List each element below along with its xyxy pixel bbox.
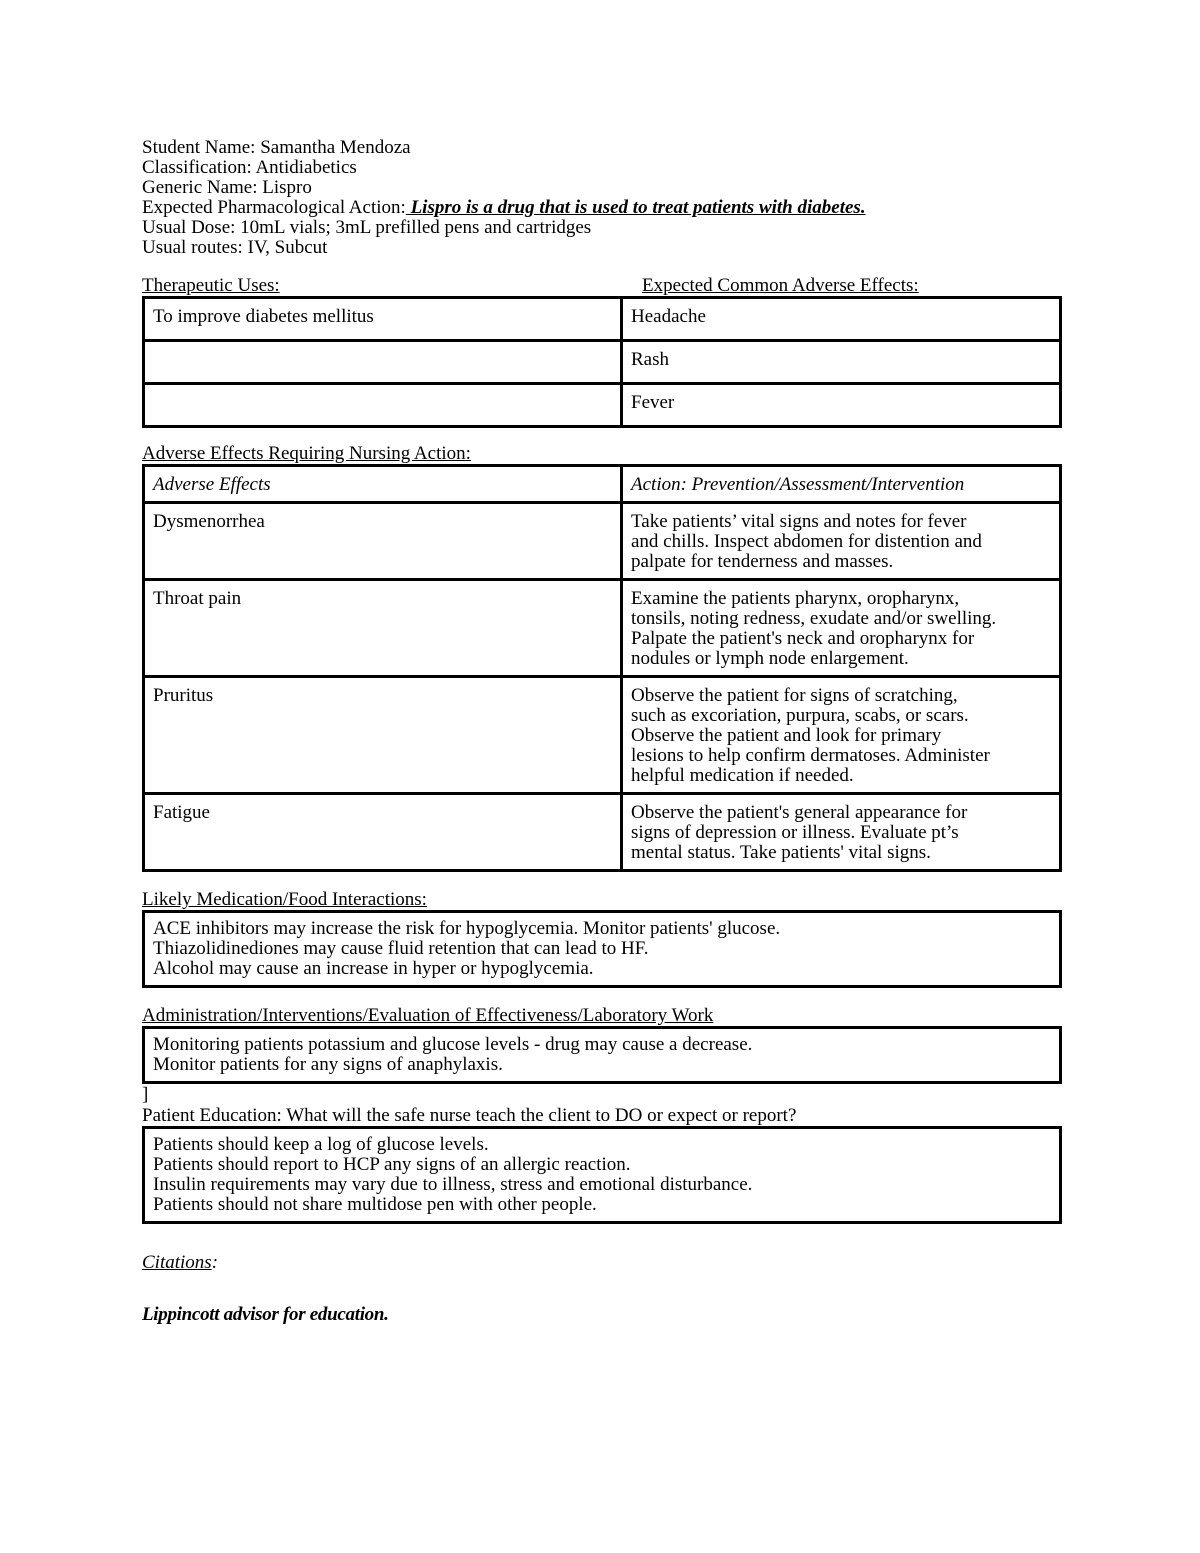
adverse-effect-cell: Fever <box>622 384 1061 427</box>
nursing-action-heading: Adverse Effects Requiring Nursing Action: <box>142 443 471 464</box>
administration-box <box>142 1026 1062 1084</box>
nursing-action-text <box>622 677 1061 794</box>
interactions-heading: Likely Medication/Food Interactions: <box>142 889 427 910</box>
citations-colon: : <box>211 1252 219 1273</box>
education-heading: Patient Education: What will the safe nurse teach the client to DO or expect or report? <box>142 1105 797 1126</box>
therapeutic-uses-heading: Therapeutic Uses: <box>142 275 280 296</box>
common-adverse-effects-heading: Expected Common Adverse Effects: <box>642 275 919 296</box>
table-row <box>144 341 1061 384</box>
therapeutic-use-cell: To improve diabetes mellitus <box>144 298 622 341</box>
action-line: Observe the patient and look for primary <box>631 725 942 746</box>
action-line: tonsils, noting redness, exudate and/or swelling. <box>631 608 997 629</box>
citations-label <box>142 1252 1062 1274</box>
education-line: Insulin requirements may vary due to illness, stress and emotional disturbance. <box>153 1174 753 1195</box>
table-row <box>144 580 1061 677</box>
citation-entry: Lippincott advisor for education. <box>142 1304 389 1325</box>
column-header-adverse-effects: Adverse Effects <box>144 466 622 503</box>
action-line: nodules or lymph node enlargement. <box>631 648 909 669</box>
therapeutic-table <box>142 296 1062 428</box>
adverse-effect-name: Throat pain <box>144 580 622 677</box>
administration-line: Monitoring patients potassium and glucose levels - drug may cause a decrease. <box>153 1034 753 1055</box>
nursing-action-table <box>142 464 1062 872</box>
table-row <box>144 298 1061 341</box>
header-block <box>142 138 1062 258</box>
citations-label-text: Citations <box>142 1252 212 1273</box>
generic-name: Generic Name: Lispro <box>142 177 312 198</box>
usual-routes: Usual routes: IV, Subcut <box>142 237 328 258</box>
action-line: Observe the patient's general appearance for <box>631 802 968 823</box>
nursing-action-text <box>622 503 1061 580</box>
therapeutic-use-cell <box>144 341 622 384</box>
administration-line: Monitor patients for any signs of anaphylaxis. <box>153 1054 503 1075</box>
table-row <box>144 677 1061 794</box>
education-line: Patients should not share multidose pen with other people. <box>153 1194 597 1215</box>
education-line: Patients should report to HCP any signs of an allergic reaction. <box>153 1154 631 1175</box>
column-header-action: Action: Prevention/Assessment/Intervention <box>622 466 1061 503</box>
expected-action-value: Lispro is a drug that is used to treat patients with diabetes. <box>405 197 866 218</box>
expected-action <box>142 198 1062 218</box>
therapeutic-use-cell <box>144 384 622 427</box>
stray-bracket: ] <box>142 1084 149 1105</box>
interaction-line: ACE inhibitors may increase the risk for hypoglycemia. Monitor patients' glucose. <box>153 918 781 939</box>
action-line: Palpate the patient's neck and oropharynx for <box>631 628 975 649</box>
document-page <box>142 138 1062 1326</box>
table-row <box>144 384 1061 427</box>
nursing-action-text <box>622 794 1061 871</box>
adverse-effect-cell: Rash <box>622 341 1061 384</box>
action-line: such as excoriation, purpura, scabs, or scars. <box>631 705 969 726</box>
student-name: Student Name: Samantha Mendoza <box>142 137 411 158</box>
action-line: palpate for tenderness and masses. <box>631 551 894 572</box>
interactions-box <box>142 910 1062 988</box>
action-line: mental status. Take patients' vital signs. <box>631 842 931 863</box>
action-line: Observe the patient for signs of scratching, <box>631 685 958 706</box>
adverse-effect-name: Dysmenorrhea <box>144 503 622 580</box>
nursing-action-text <box>622 580 1061 677</box>
action-line: lesions to help confirm dermatoses. Administer <box>631 745 990 766</box>
expected-action-label: Expected Pharmacological Action: <box>142 197 406 218</box>
table-header-row <box>144 466 1061 503</box>
education-line: Patients should keep a log of glucose levels. <box>153 1134 489 1155</box>
action-line: Examine the patients pharynx, oropharynx, <box>631 588 960 609</box>
action-line: Take patients’ vital signs and notes for fever <box>631 511 967 532</box>
classification: Classification: Antidiabetics <box>142 157 357 178</box>
education-box <box>142 1126 1062 1224</box>
usual-dose: Usual Dose: 10mL vials; 3mL prefilled pens and cartridges <box>142 217 592 238</box>
interaction-line: Thiazolidinediones may cause fluid retention that can lead to HF. <box>153 938 649 959</box>
administration-heading: Administration/Interventions/Evaluation of Effectiveness/Laboratory Work <box>142 1005 714 1026</box>
interaction-line: Alcohol may cause an increase in hyper or hypoglycemia. <box>153 958 594 979</box>
action-line: helpful medication if needed. <box>631 765 854 786</box>
table-row <box>144 503 1061 580</box>
adverse-effect-name: Fatigue <box>144 794 622 871</box>
therapeutic-headings <box>142 276 1062 296</box>
table-row <box>144 794 1061 871</box>
action-line: and chills. Inspect abdomen for distention and <box>631 531 982 552</box>
action-line: signs of depression or illness. Evaluate pt’s <box>631 822 959 843</box>
adverse-effect-name: Pruritus <box>144 677 622 794</box>
adverse-effect-cell: Headache <box>622 298 1061 341</box>
